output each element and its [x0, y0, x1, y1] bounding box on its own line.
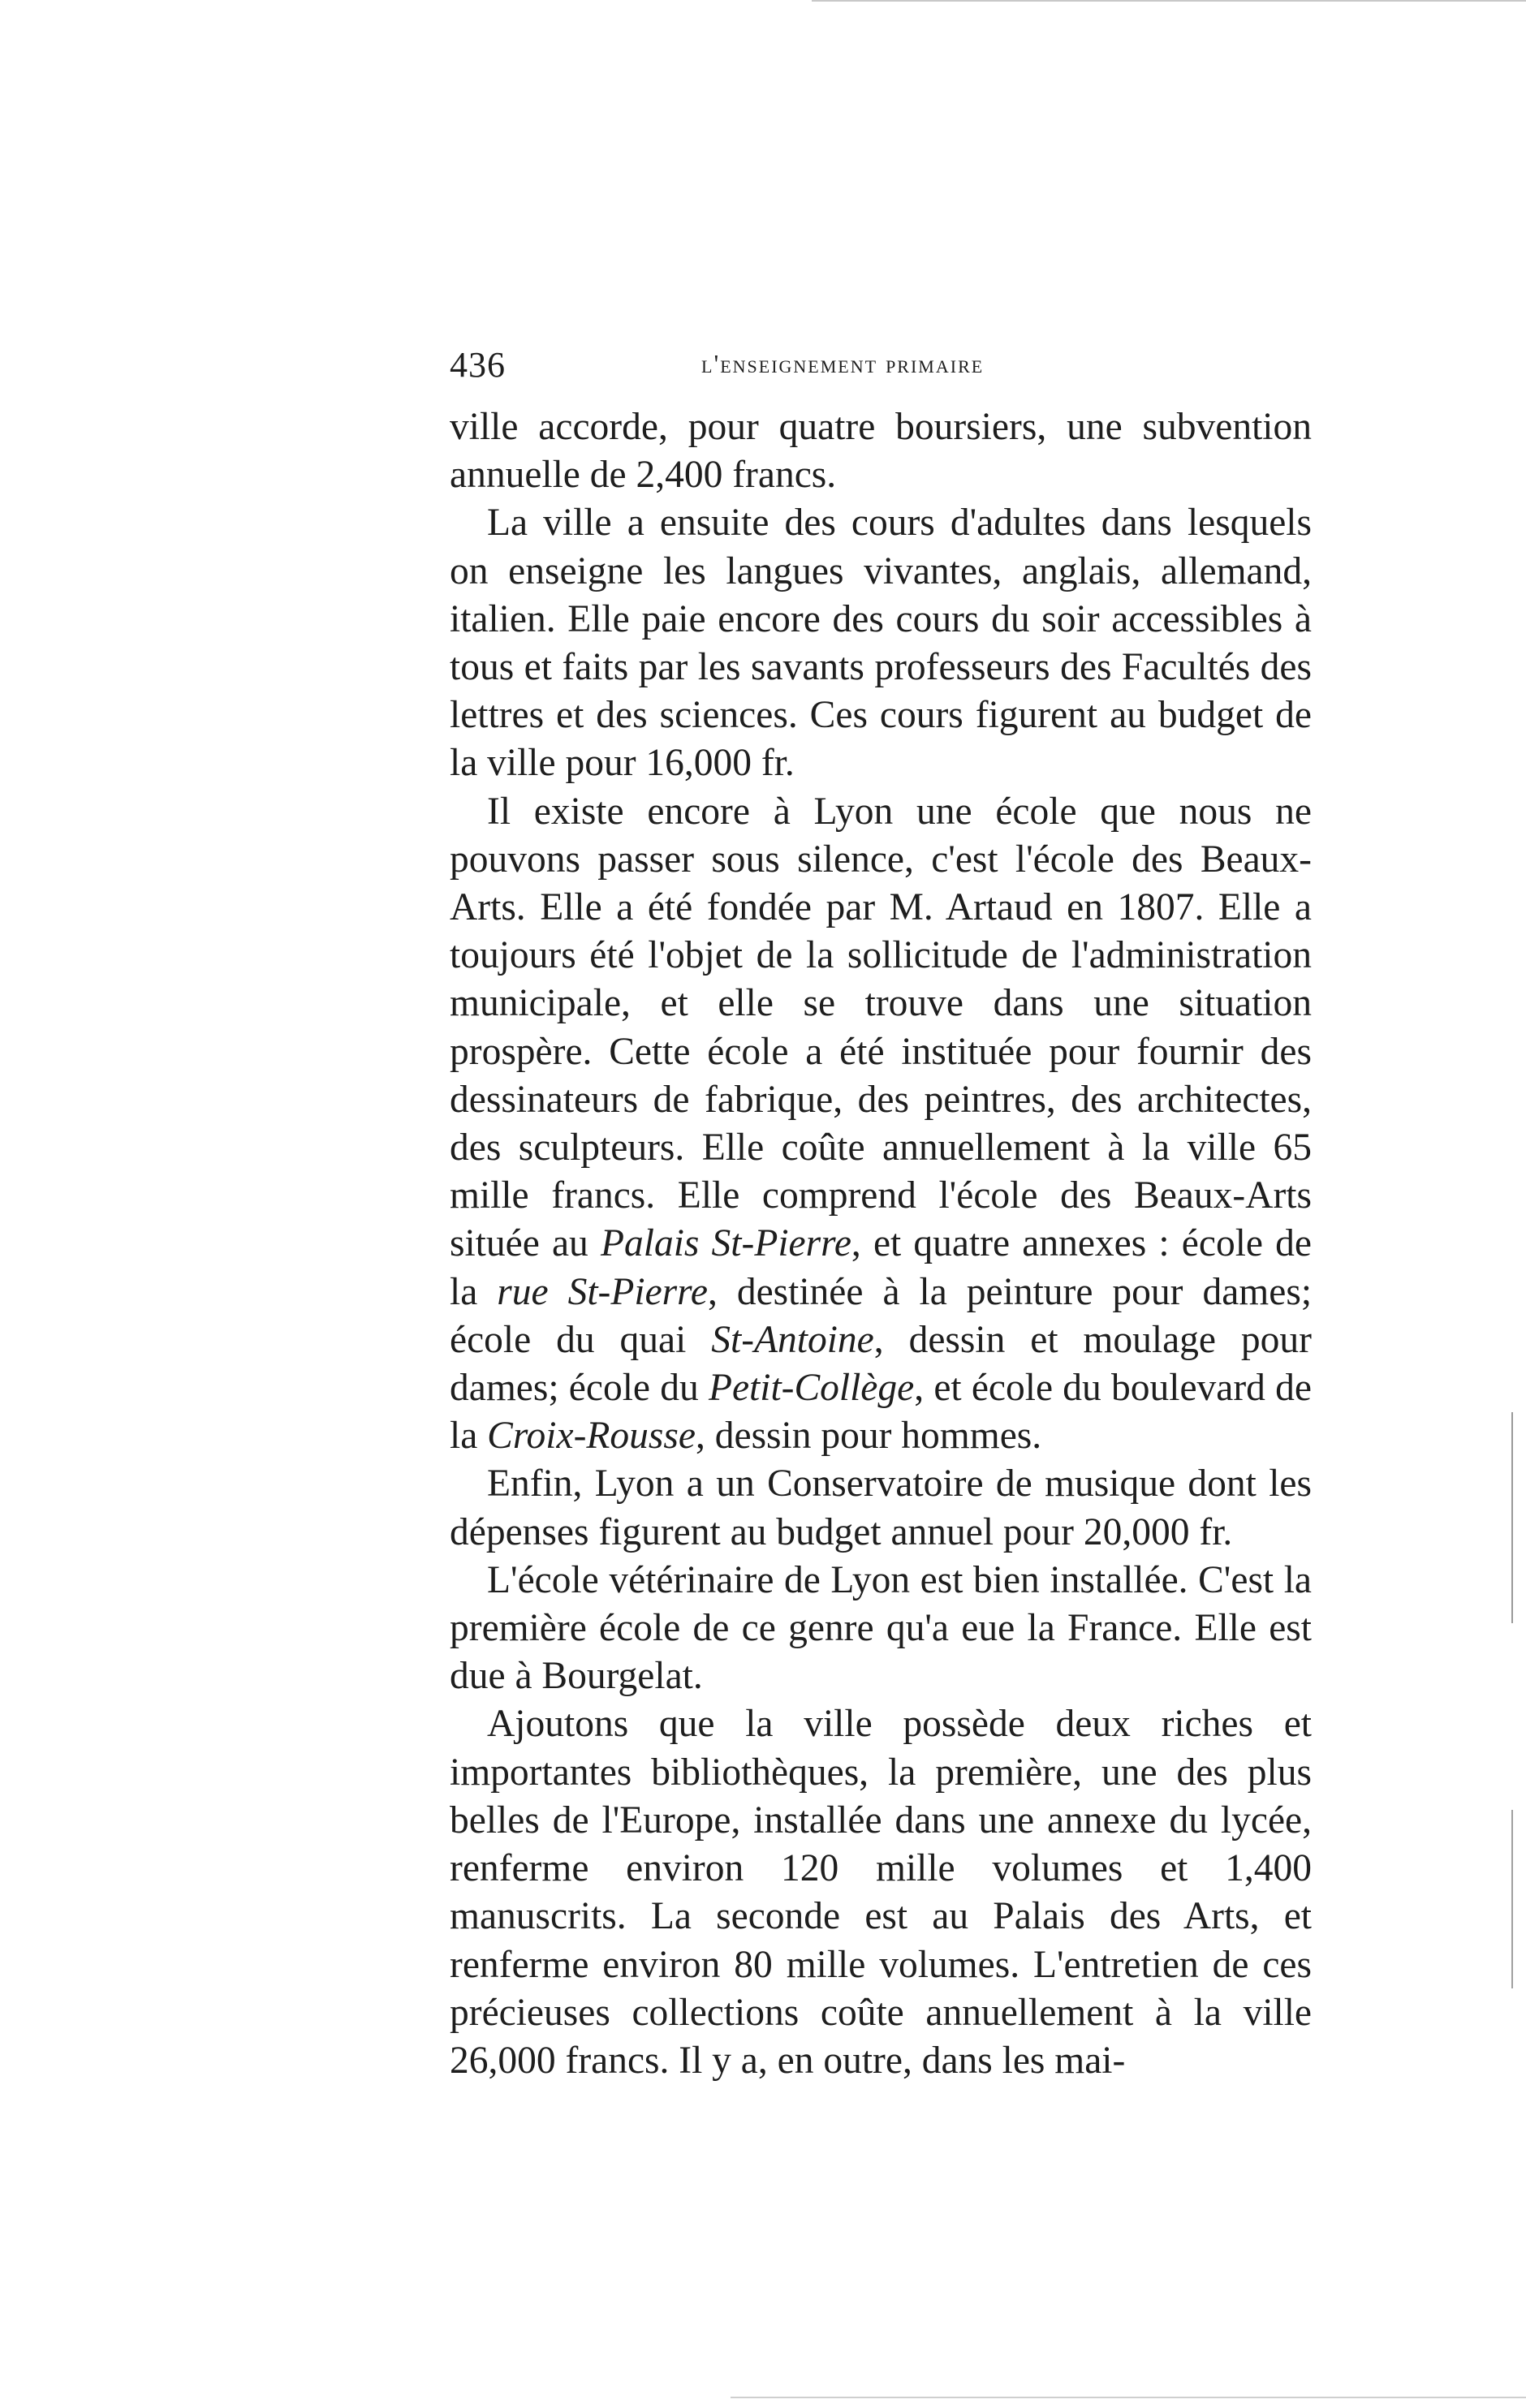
paragraph-libraries: Ajoutons que la ville possède deux riches et importantes bibliothèques, la première, une des plus belles de l'Europe, installée dans une annexe du lycée, renferme environ 120 mille volumes et 1,400 manuscrits. La seconde est au Palais des Arts, et renferme environ 80 mille volumes. L'entretien de ces précieuses collections coûte annuellement à la ville 26,000 francs. Il y a, en outre, dans les mai-	[450, 1703, 1312, 2082]
text-segment: , et quatre annexes : école de la	[450, 1222, 1312, 1313]
italic-place-name: rue St-Pierre	[497, 1270, 708, 1313]
paragraph-conservatoire: Enfin, Lyon a un Conservatoire de musique dont les dépenses figurent au budget annuel pour 20,000 fr.	[450, 1462, 1312, 1553]
text-segment: , destinée à la peinture pour dames; école du quai	[450, 1270, 1313, 1361]
paragraph-adult-courses: La ville a ensuite des cours d'adultes dans lesquels on enseigne les langues vivantes, anglais, allemand, italien. Elle paie encore des cours du soir accessibles à tous et faits par les savants professeurs des Facultés des lettres et des sciences. Ces cours figurent au budget de la ville pour 16,000 fr.	[450, 502, 1312, 785]
italic-place-name: St-Antoine	[711, 1318, 874, 1361]
paragraph-beaux-arts	[450, 788, 1312, 1461]
scan-artifact-bottom	[731, 2397, 1526, 2398]
text-segment: , dessin et moulage pour dames; école du	[450, 1318, 1312, 1410]
scan-artifact-right-edge	[1511, 1810, 1513, 1988]
scan-artifact-right-edge	[1511, 1412, 1513, 1623]
page-number: 436	[450, 345, 506, 385]
paragraph-continued: ville accorde, pour quatre boursiers, une subvention annuelle de 2,400 francs.	[450, 406, 1312, 497]
text-segment: , dessin pour hommes.	[695, 1415, 1042, 1458]
text-segment: Il existe encore à Lyon une école que nous ne pouvons passer sous silence, c'est l'école des Beaux-Arts. Elle a été fondée par M. Artaud en 1807. Elle a toujours été l'objet de la sollicitude de l'administration municipale, et elle se trouve dans une situation prospère. Cette école a été instituée pour fournir des dessinateurs de fabrique, des peintres, des architectes, des sculpteurs. Elle coûte annuellement à la ville 65 mille francs. Elle comprend l'école des Beaux-Arts située au	[450, 790, 1312, 1265]
italic-place-name: Petit-Collège	[708, 1367, 915, 1410]
text-segment: , et école du boulevard de la	[450, 1367, 1312, 1458]
body-text	[450, 403, 1312, 2085]
running-title: l'enseignement primaire	[701, 349, 985, 378]
paragraph-veterinary-school: L'école vétérinaire de Lyon est bien installée. C'est la première école de ce genre qu'a eue la France. Elle est due à Bourgelat.	[450, 1558, 1312, 1698]
running-head	[450, 344, 1310, 393]
italic-place-name: Croix-Rousse	[487, 1415, 696, 1458]
italic-place-name: Palais St-Pierre	[600, 1222, 851, 1265]
scan-artifact-top	[812, 0, 1526, 2]
